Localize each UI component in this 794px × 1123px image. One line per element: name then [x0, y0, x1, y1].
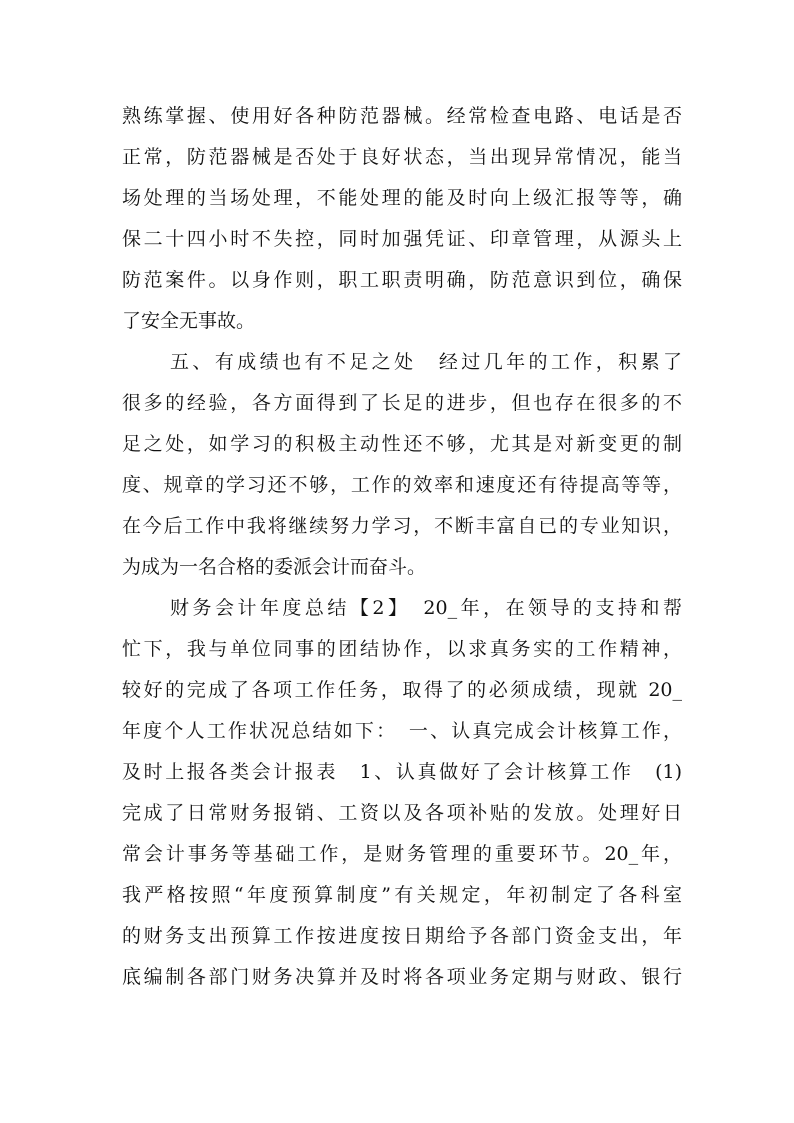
text-line-22: 底编制各部门财务决算并及时将各项业务定期与财政、银行 [122, 966, 682, 988]
body-text [122, 96, 682, 998]
text-line-17: 及时上报各类会计报表 1、认真做好了会计核算工作 (1) [122, 761, 682, 783]
text-line-5: 防范案件。以身作则，职工职责明确，防范意识到位，确保 [122, 269, 682, 291]
text-line-11: 在今后工作中我将继续努力学习，不断丰富自已的专业知识， [122, 515, 682, 537]
text-line-4: 保二十四小时不失控，同时加强凭证、印章管理，从源头上 [122, 228, 682, 250]
text-line-15: 较好的完成了各项工作任务，取得了的必须成绩，现就 20_ [122, 679, 682, 701]
text-line-2: 正常，防范器械是否处于良好状态，当出现异常情况，能当 [122, 146, 682, 168]
text-line-13: 财务会计年度总结【2】 20_年，在领导的支持和帮 [170, 597, 682, 619]
text-line-20: 我严格按照“年度预算制度”有关规定，年初制定了各科室 [122, 884, 682, 906]
text-line-14: 忙下，我与单位同事的团结协作，以求真务实的工作精神， [122, 638, 682, 660]
text-line-10: 度、规章的学习还不够，工作的效率和速度还有待提高等等， [122, 474, 682, 496]
text-line-6: 了安全无事故。 [122, 310, 256, 332]
text-line-9: 足之处，如学习的积极主动性还不够，尤其是对新变更的制 [122, 433, 682, 455]
text-line-16: 年度个人工作状况总结如下： 一、认真完成会计核算工作， [122, 720, 682, 742]
text-line-12: 为成为一名合格的委派会计而奋斗。 [122, 556, 427, 578]
text-line-7: 五、有成绩也有不足之处 经过几年的工作，积累了 [170, 351, 682, 373]
text-line-3: 场处理的当场处理，不能处理的能及时向上级汇报等等，确 [122, 187, 682, 209]
text-line-1: 熟练掌握、使用好各种防范器械。经常检查电路、电话是否 [122, 105, 682, 127]
text-line-8: 很多的经验，各方面得到了长足的进步，但也存在很多的不 [122, 392, 682, 414]
text-line-18: 完成了日常财务报销、工资以及各项补贴的发放。处理好日 [122, 802, 682, 824]
text-line-21: 的财务支出预算工作按进度按日期给予各部门资金支出，年 [122, 925, 682, 947]
text-line-19: 常会计事务等基础工作，是财务管理的重要环节。20_年， [122, 843, 682, 865]
